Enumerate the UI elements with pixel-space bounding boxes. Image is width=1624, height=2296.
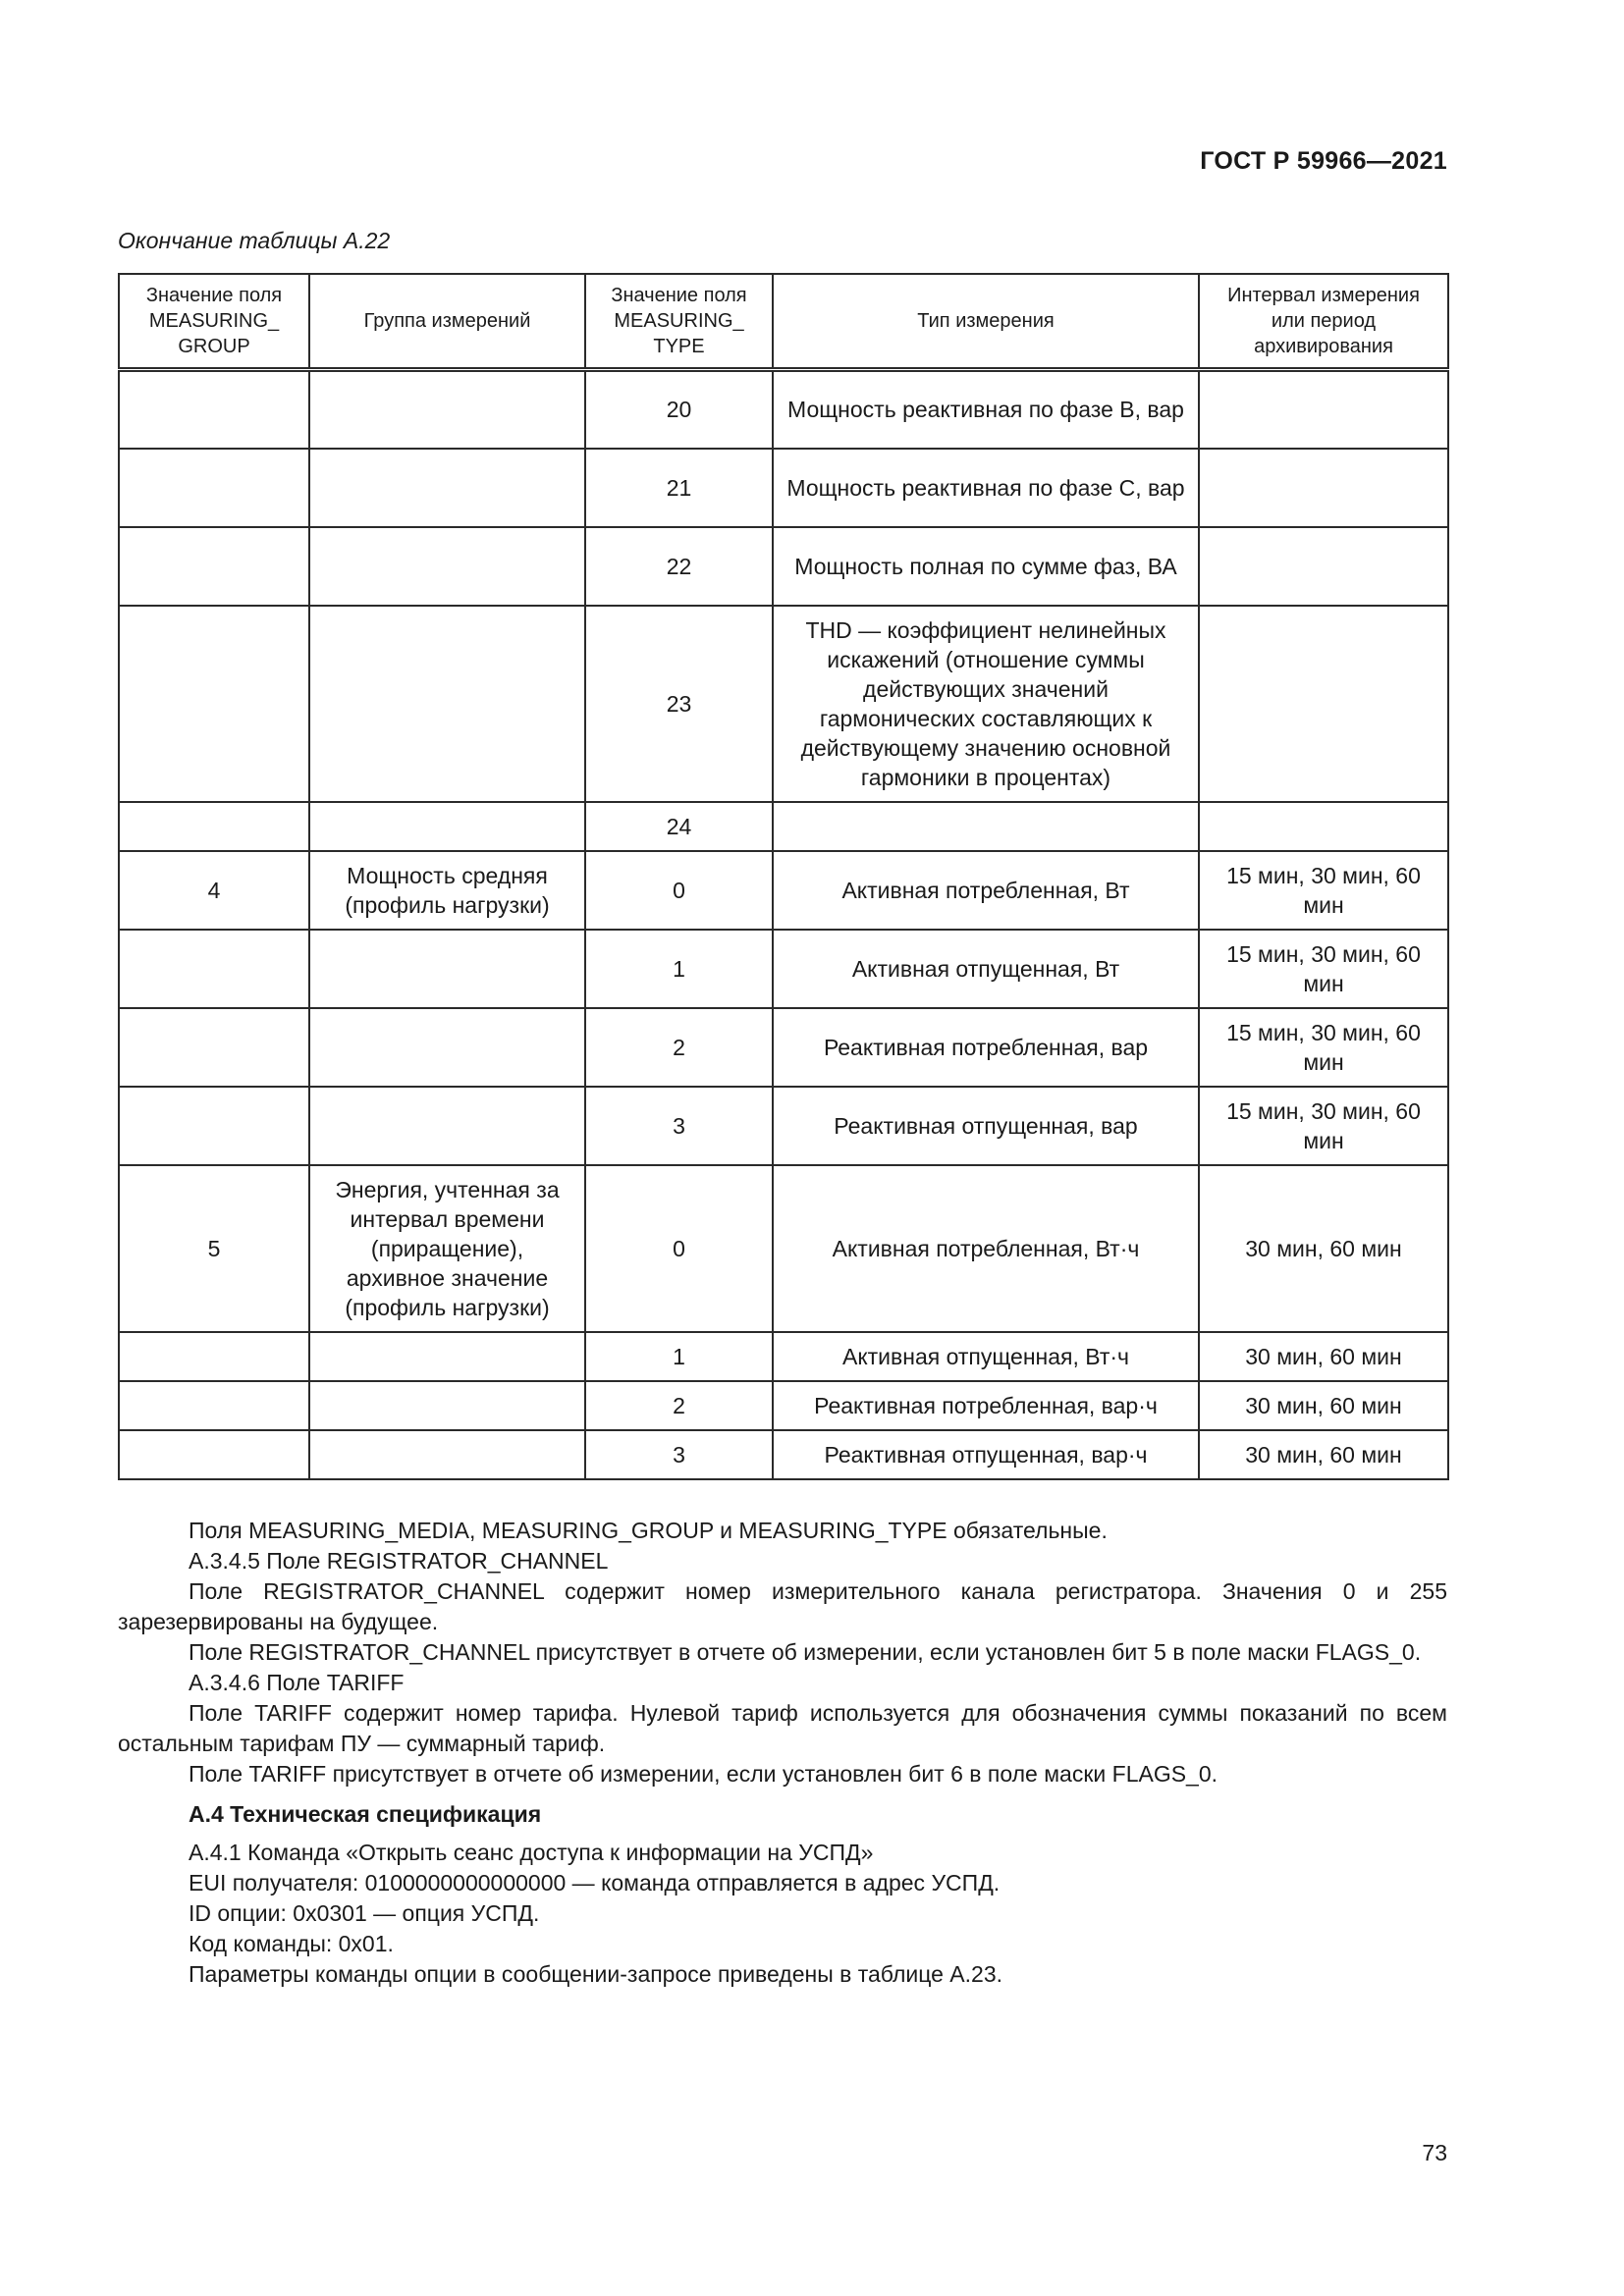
measurement-table (118, 273, 1449, 1480)
cell-interval (1199, 802, 1448, 851)
cell-group-name: Энергия, учтенная за интервал времени (приращение), архивное значение (профиль нагрузки) (309, 1165, 585, 1332)
column-header: Тип измерения (773, 274, 1199, 370)
cell-interval (1199, 370, 1448, 449)
cell-type-name: Реактивная отпущенная, вар·ч (773, 1430, 1199, 1479)
table-row (119, 1165, 1448, 1332)
cell-interval: 30 мин, 60 мин (1199, 1430, 1448, 1479)
cell-type-name: Мощность реактивная по фазе B, вар (773, 370, 1199, 449)
column-header: Группа измерений (309, 274, 585, 370)
table-row (119, 527, 1448, 606)
cell-type-value: 0 (585, 1165, 773, 1332)
cell-type-value: 2 (585, 1008, 773, 1087)
paragraph: EUI получателя: 0100000000000000 — команда отправляется в адрес УСПД. (189, 1870, 1001, 1896)
cell-group-value (119, 449, 309, 527)
paragraph: А.3.4.5 Поле REGISTRATOR_CHANNEL (189, 1548, 609, 1574)
cell-interval: 30 мин, 60 мин (1199, 1165, 1448, 1332)
cell-type-value: 3 (585, 1430, 773, 1479)
cell-group-name (309, 1008, 585, 1087)
cell-group-name (309, 1381, 585, 1430)
cell-interval: 15 мин, 30 мин, 60 мин (1199, 930, 1448, 1008)
cell-group-value: 4 (119, 851, 309, 930)
paragraph: А.4.1 Команда «Открыть сеанс доступа к информации на УСПД» (189, 1840, 874, 1865)
cell-type-name: Реактивная потребленная, вар (773, 1008, 1199, 1087)
cell-type-name: Реактивная отпущенная, вар (773, 1087, 1199, 1165)
table-row (119, 606, 1448, 802)
cell-type-value: 0 (585, 851, 773, 930)
cell-type-name: Мощность полная по сумме фаз, ВА (773, 527, 1199, 606)
cell-type-name: Активная потребленная, Вт·ч (773, 1165, 1199, 1332)
cell-type-value: 21 (585, 449, 773, 527)
table-row (119, 1430, 1448, 1479)
paragraph: Поле REGISTRATOR_CHANNEL содержит номер измерительного канала регистратора. Значения 0 и 255 зарезервированы на будущее. (118, 1578, 1447, 1634)
cell-type-value: 1 (585, 1332, 773, 1381)
body-text (118, 1516, 1447, 1990)
column-header: Значение поля MEASURING_ TYPE (585, 274, 773, 370)
cell-group-value (119, 1087, 309, 1165)
table-header-row (119, 274, 1448, 370)
cell-group-value (119, 930, 309, 1008)
cell-group-name (309, 1430, 585, 1479)
section-heading: А.4 Техническая спецификация (189, 1801, 542, 1827)
cell-group-value (119, 606, 309, 802)
cell-type-value: 22 (585, 527, 773, 606)
cell-type-name: Мощность реактивная по фазе C, вар (773, 449, 1199, 527)
table-row (119, 930, 1448, 1008)
cell-group-name (309, 449, 585, 527)
cell-type-value: 2 (585, 1381, 773, 1430)
cell-interval (1199, 606, 1448, 802)
cell-group-value (119, 802, 309, 851)
table-row (119, 1008, 1448, 1087)
paragraph: Поле TARIFF содержит номер тарифа. Нулевой тариф используется для обозначения суммы показаний по всем остальным тарифам ПУ — суммарный тариф. (118, 1700, 1447, 1756)
cell-group-name (309, 606, 585, 802)
cell-type-value: 23 (585, 606, 773, 802)
paragraph: Код команды: 0x01. (189, 1931, 394, 1956)
cell-interval: 30 мин, 60 мин (1199, 1381, 1448, 1430)
cell-group-name (309, 802, 585, 851)
cell-interval: 15 мин, 30 мин, 60 мин (1199, 1008, 1448, 1087)
cell-type-name: Активная отпущенная, Вт·ч (773, 1332, 1199, 1381)
cell-type-value: 3 (585, 1087, 773, 1165)
cell-type-value: 1 (585, 930, 773, 1008)
cell-interval (1199, 527, 1448, 606)
cell-type-name: THD — коэффициент нелинейных искажений (отношение суммы действующих значений гармонических составляющих к действующему значению основной гармоники в процентах) (773, 606, 1199, 802)
table-row (119, 1332, 1448, 1381)
paragraph: Поле REGISTRATOR_CHANNEL присутствует в отчете об измерении, если установлен бит 5 в поле маски FLAGS_0. (189, 1639, 1422, 1665)
table-caption: Окончание таблицы А.22 (118, 228, 391, 253)
paragraph: ID опции: 0x0301 — опция УСПД. (189, 1900, 540, 1926)
cell-type-value: 24 (585, 802, 773, 851)
cell-group-name (309, 527, 585, 606)
cell-group-name (309, 1087, 585, 1165)
cell-interval: 15 мин, 30 мин, 60 мин (1199, 851, 1448, 930)
cell-group-name (309, 1332, 585, 1381)
cell-type-value: 20 (585, 370, 773, 449)
cell-interval: 30 мин, 60 мин (1199, 1332, 1448, 1381)
cell-type-name (773, 802, 1199, 851)
table-row (119, 802, 1448, 851)
cell-group-value (119, 1430, 309, 1479)
cell-group-value (119, 370, 309, 449)
paragraph: Поля MEASURING_MEDIA, MEASURING_GROUP и MEASURING_TYPE обязательные. (189, 1518, 1108, 1543)
cell-type-name: Активная отпущенная, Вт (773, 930, 1199, 1008)
cell-group-value (119, 1381, 309, 1430)
paragraph: Параметры команды опции в сообщении-запросе приведены в таблице А.23. (189, 1961, 1003, 1987)
cell-group-value (119, 527, 309, 606)
table-row (119, 851, 1448, 930)
cell-interval (1199, 449, 1448, 527)
cell-group-name: Мощность средняя (профиль нагрузки) (309, 851, 585, 930)
cell-group-name (309, 930, 585, 1008)
column-header: Значение поля MEASURING_ GROUP (119, 274, 309, 370)
cell-type-name: Активная потребленная, Вт (773, 851, 1199, 930)
cell-group-name (309, 370, 585, 449)
column-header: Интервал измерения или период архивирования (1199, 274, 1448, 370)
table-row (119, 1381, 1448, 1430)
cell-interval: 15 мин, 30 мин, 60 мин (1199, 1087, 1448, 1165)
table-row (119, 449, 1448, 527)
table-row (119, 1087, 1448, 1165)
paragraph: А.3.4.6 Поле TARIFF (189, 1670, 405, 1695)
page-number: 73 (1422, 2140, 1447, 2165)
paragraph: Поле TARIFF присутствует в отчете об измерении, если установлен бит 6 в поле маски FLAGS_0. (189, 1761, 1218, 1787)
document-id: ГОСТ Р 59966—2021 (1200, 147, 1447, 175)
table-row (119, 370, 1448, 449)
cell-group-value (119, 1332, 309, 1381)
cell-type-name: Реактивная потребленная, вар·ч (773, 1381, 1199, 1430)
cell-group-value (119, 1008, 309, 1087)
cell-group-value: 5 (119, 1165, 309, 1332)
